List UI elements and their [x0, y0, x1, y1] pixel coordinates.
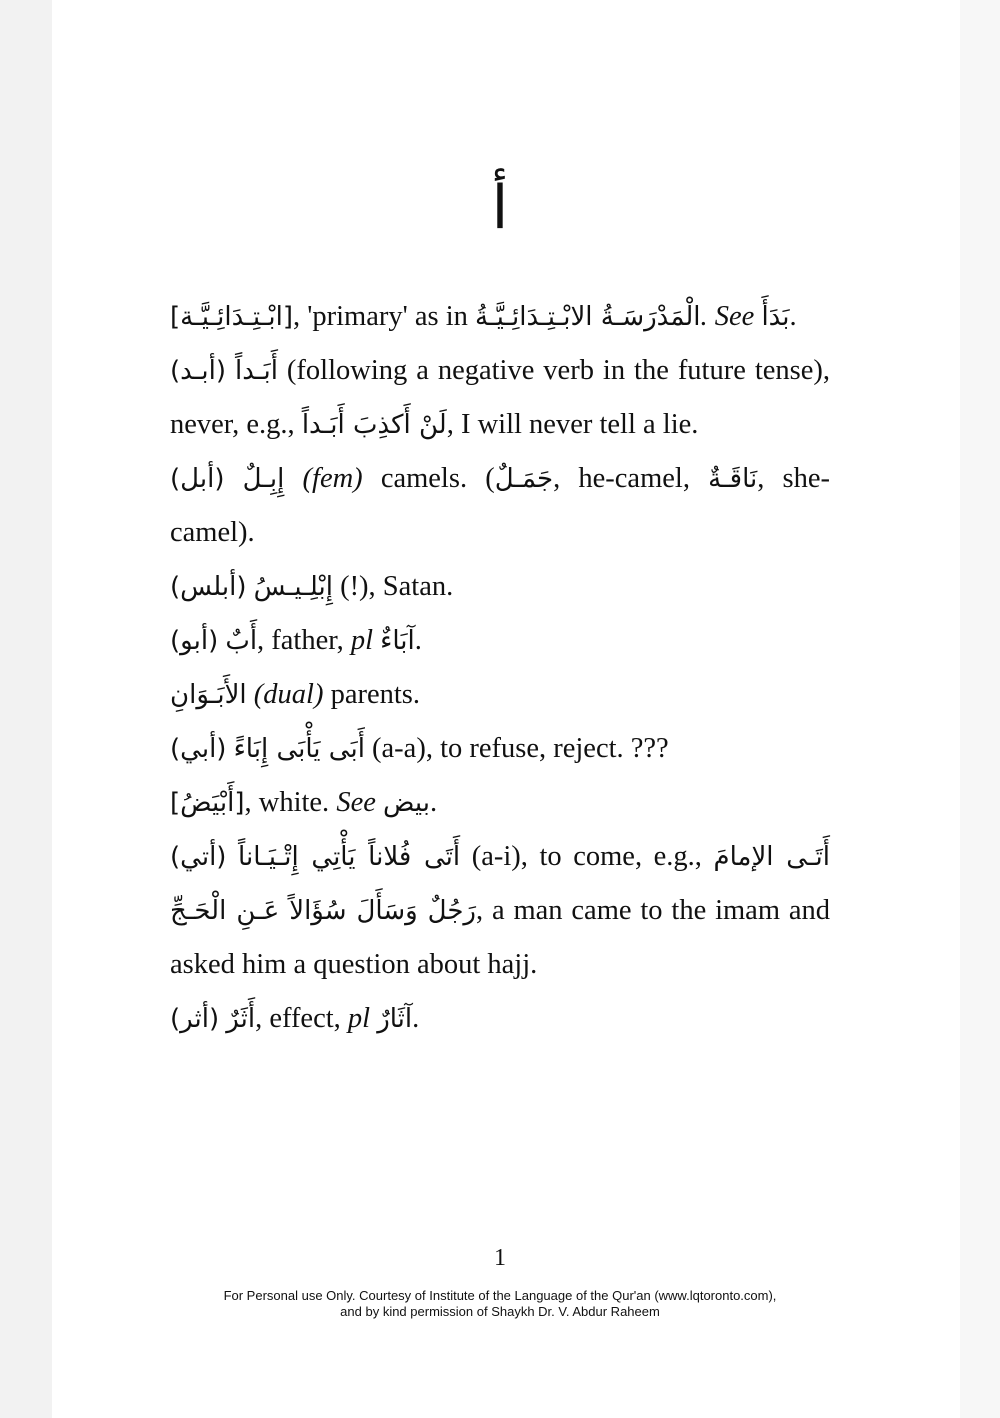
entry-abawan	[170, 668, 830, 722]
letter-heading-text: أ	[491, 173, 509, 243]
entry-example: لَنْ أَكذِبَ أَبَـداً	[301, 410, 447, 440]
entry-athar	[170, 992, 830, 1046]
entry-see: See	[336, 787, 376, 818]
entry-root: (أبو)	[170, 626, 219, 656]
entry-text: .	[789, 301, 797, 332]
entry-text: .	[412, 1003, 420, 1034]
page-number: 1	[494, 1245, 506, 1271]
entry-text: .	[414, 625, 422, 656]
entry-headword: أَبَـداً	[235, 356, 278, 386]
entry-text: , father,	[257, 625, 351, 656]
entry-headword: أَثَرٌ	[226, 1004, 256, 1034]
entry-plural: آثَارٌ	[377, 1004, 413, 1034]
entry-related-1: جَمَـلٌ	[494, 464, 554, 494]
entry-plural-label: pl	[350, 625, 374, 656]
entry-reference: بَدَأَ	[761, 302, 790, 332]
footer	[0, 1288, 1000, 1320]
entry-text: (following a negative verb in the future tense), never, e.g.,	[170, 355, 831, 440]
entry-plural: آبَاءٌ	[380, 626, 415, 656]
entry-example: أَتَـى الإمامَ رَجُلٌ وَسَأَلَ سُؤَالاً عَـنِ الْحَـجِّ	[170, 842, 831, 926]
entry-iblis	[170, 560, 830, 614]
entry-headword: [ابْـتِـدَائِـيَّـة]	[170, 302, 293, 332]
entry-headword: أَبٌ	[225, 626, 258, 656]
entry-headword: أَبَى يَأْبَى إِبَاءً	[233, 734, 365, 764]
letter-heading	[0, 173, 1000, 243]
entry-see: . See	[700, 301, 762, 332]
entry-reference: بيض	[383, 788, 430, 818]
entry-text: .	[429, 787, 438, 818]
entry-text: , white.	[244, 787, 337, 818]
entry-text: , I will never tell a lie.	[446, 409, 699, 440]
entry-headword: أَتَى فُلاناً يَأْتِي إِتْـيَـاناً	[238, 842, 461, 872]
entry-ab	[170, 614, 830, 668]
entry-headword: إِبْلِـيـسُ	[253, 572, 333, 602]
entry-aba	[170, 722, 830, 776]
entry-headword: [أَبْيَضُ]	[170, 788, 245, 818]
entry-root: (أبلس)	[170, 572, 247, 602]
entry-root: (أتي)	[170, 842, 227, 872]
entry-root: (أبي)	[170, 734, 227, 764]
entry-text: , she-camel).	[170, 463, 830, 548]
dictionary-entries	[170, 290, 830, 1046]
entry-text: , 'primary' as in	[292, 301, 476, 332]
entry-text: (!), Satan.	[332, 571, 454, 602]
entry-root: (أبل)	[170, 464, 225, 494]
entry-ibtidaiyyah	[170, 290, 830, 344]
entry-text: camels. (	[362, 463, 495, 494]
entry-headword: الأَبَـوَانِ	[170, 680, 247, 710]
entry-text: (a-i), to come, e.g.,	[460, 841, 714, 872]
entry-text: , a man came to the imam and asked him a question about hajj.	[170, 895, 830, 980]
entry-abadan	[170, 344, 830, 452]
entry-text: (a-a), to refuse, reject. ???	[364, 733, 669, 764]
entry-text: , he-camel,	[553, 463, 709, 494]
footer-line-1: For Personal use Only. Courtesy of Institute of the Language of the Qur'an (www.lqtoronto.com),	[223, 1288, 777, 1303]
entry-root: (أبـد)	[170, 356, 227, 386]
entry-headword: إِبِـلٌ	[242, 464, 285, 494]
entry-grammar-note: (dual)	[253, 679, 324, 710]
entry-related-2: نَاقَـةٌ	[708, 464, 758, 494]
entry-text: parents.	[323, 679, 420, 710]
entry-abyad	[170, 776, 830, 830]
entry-ibil	[170, 452, 830, 560]
entry-plural-label: pl	[347, 1003, 371, 1034]
entry-example: الْمَدْرَسَـةُ الابْـتِـدَائِـيَّـةُ	[475, 302, 701, 332]
entry-ata	[170, 830, 830, 992]
footer-line-2: and by kind permission of Shaykh Dr. V. Abdur Raheem	[340, 1304, 660, 1319]
entry-root: (أثر)	[170, 1004, 220, 1034]
entry-text: , effect,	[255, 1003, 348, 1034]
entry-grammar-note: (fem)	[302, 463, 363, 494]
